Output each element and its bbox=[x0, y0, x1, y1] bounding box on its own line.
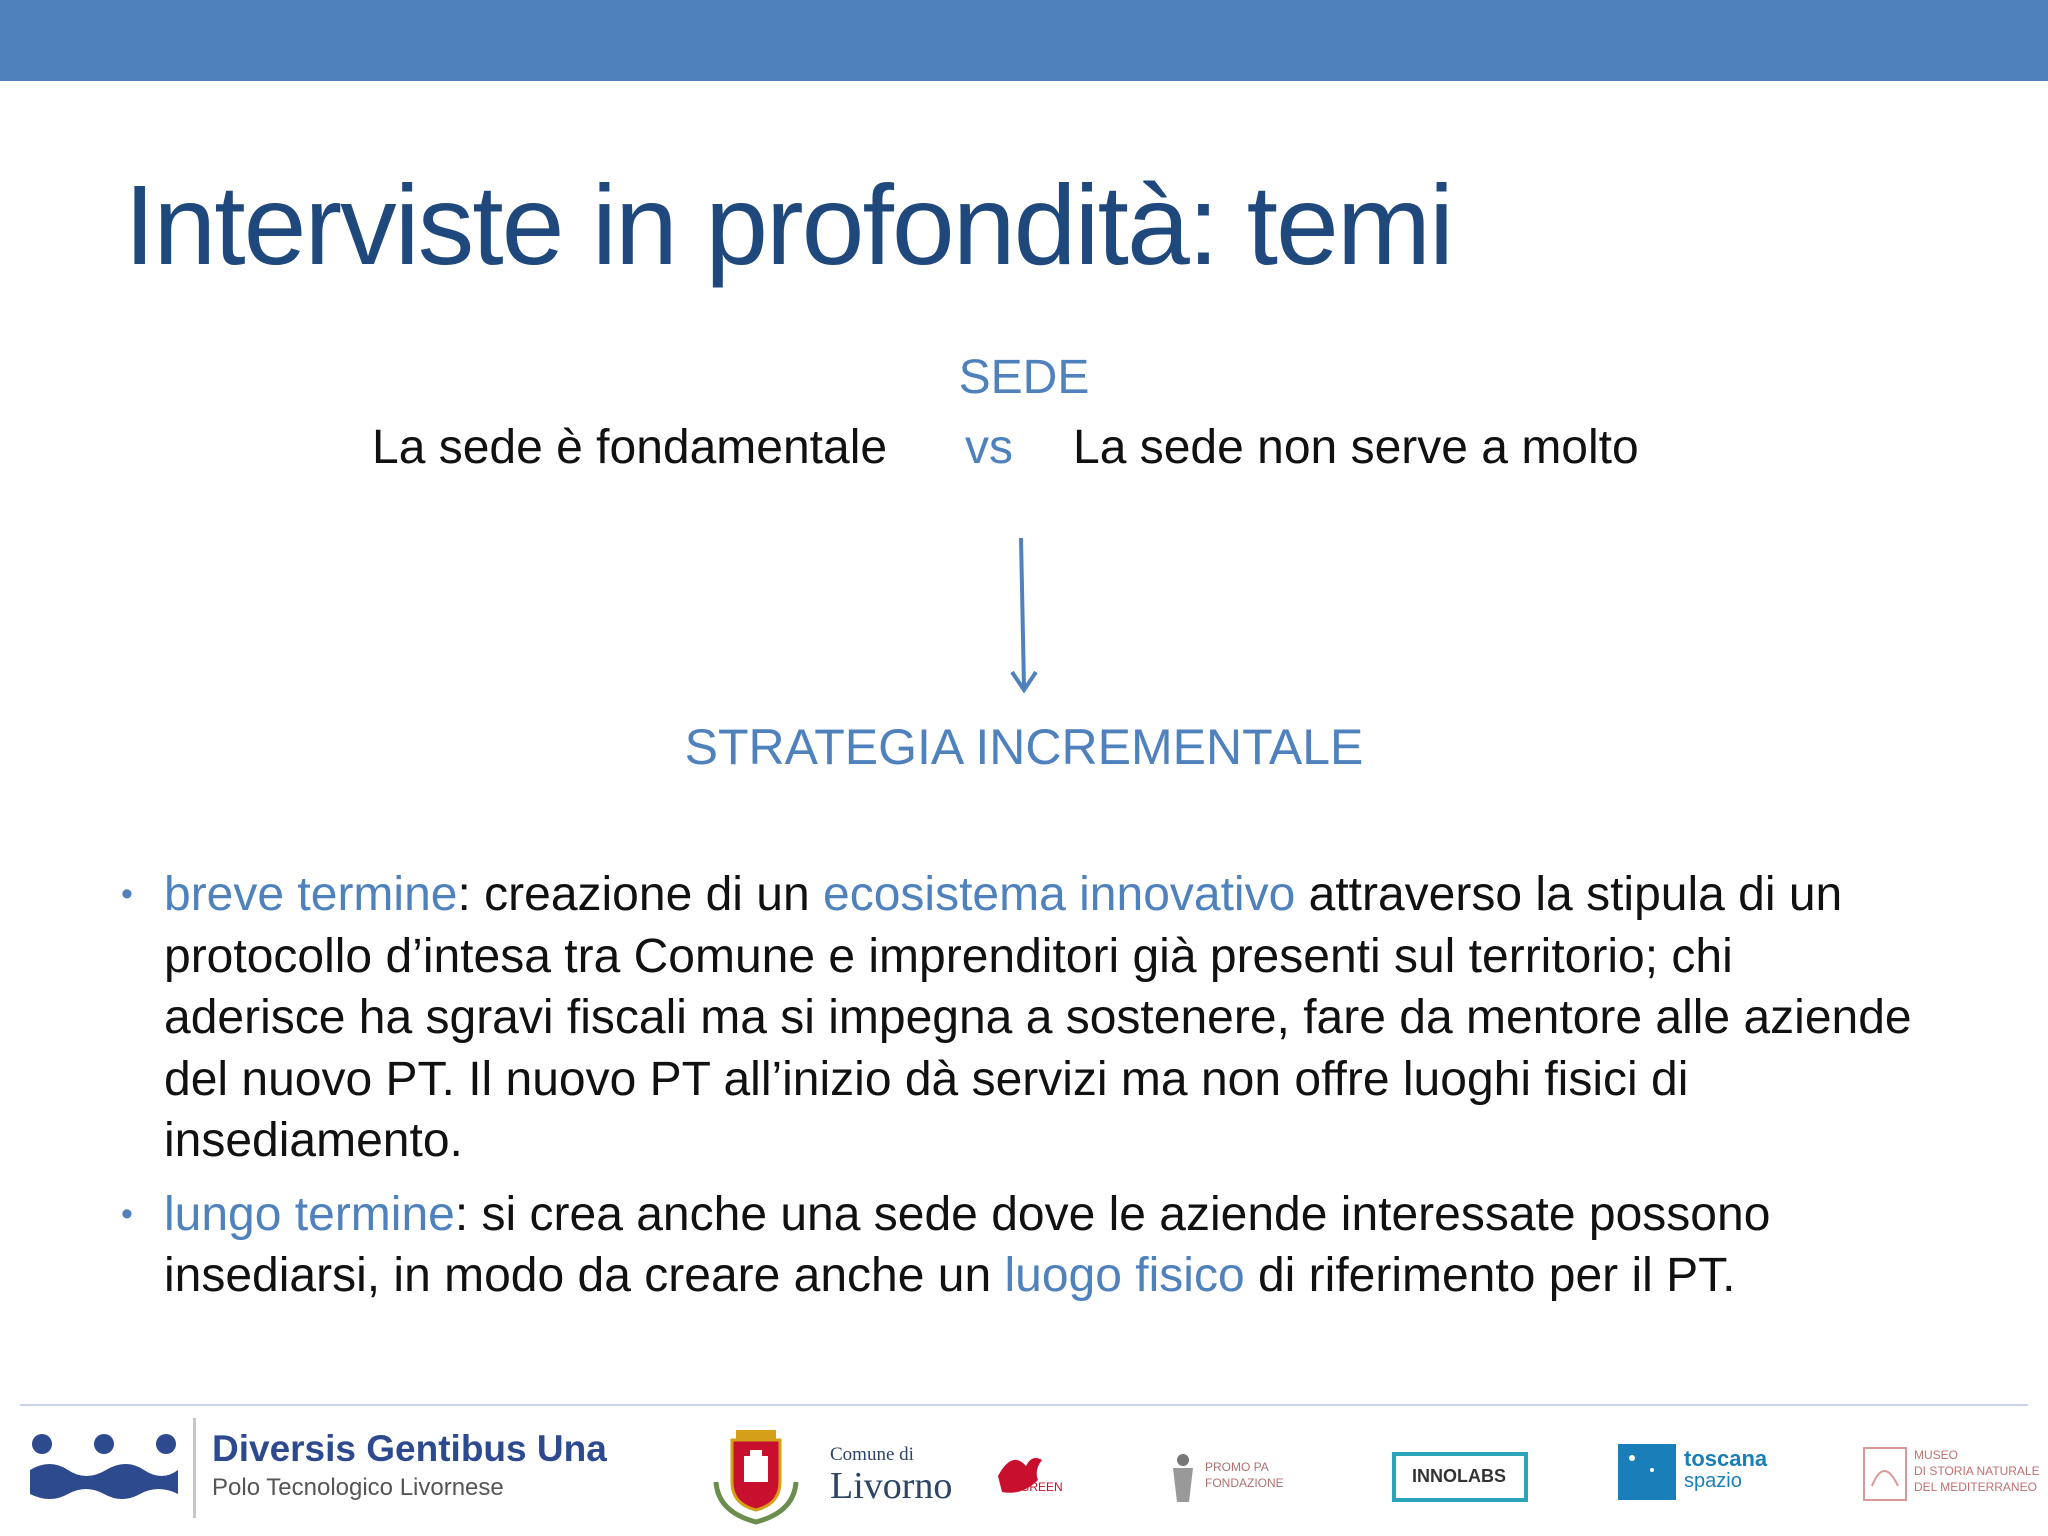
strategy-label: STRATEGIA INCREMENTALE bbox=[684, 719, 1364, 775]
innolabs-logo bbox=[1392, 1452, 1528, 1502]
promo-pa-logo bbox=[1165, 1452, 1284, 1509]
livorno-coat-of-arms-icon bbox=[708, 1422, 804, 1526]
footer-logos bbox=[0, 1406, 2048, 1536]
museo-logo bbox=[1862, 1446, 2040, 1507]
dgu-subtitle: Polo Tecnologico Livornese bbox=[212, 1474, 504, 1501]
promo-text-2: FONDAZIONE bbox=[1205, 1476, 1284, 1490]
bullet-list bbox=[121, 864, 1924, 1319]
museo-text-3: DEL MEDITERRANEO bbox=[1914, 1480, 2037, 1494]
promo-figure-icon bbox=[1165, 1452, 1201, 1504]
bullet-dot-icon: • bbox=[121, 1194, 133, 1233]
bullet-text: di riferimento per il PT. bbox=[1244, 1249, 1736, 1302]
red-bird-icon bbox=[992, 1446, 1072, 1506]
museo-text-2: DI STORIA NATURALE bbox=[1914, 1464, 2040, 1478]
vs-label: vs bbox=[965, 421, 1013, 474]
toscana-square-icon bbox=[1618, 1444, 1676, 1500]
bullet-text: attraverso la stipula di un protocollo d’intesa tra Comune e imprenditori già presenti sul territorio; chi aderisce ha sgravi fiscali ma si impegna a sostenere, fare da mentore alle aziende del nuovo PT. Il nuovo PT all’inizio dà servizi ma non offre luoghi fisici di insediamento. bbox=[164, 868, 1912, 1167]
toscana-text-1: toscana bbox=[1684, 1446, 1768, 1471]
comune-big-text: Livorno bbox=[830, 1465, 953, 1507]
right-position-text: La sede non serve a molto bbox=[1073, 421, 1639, 474]
museo-text-1: MUSEO bbox=[1914, 1448, 1959, 1462]
dgu-logo-icon bbox=[28, 1430, 180, 1512]
down-arrow-icon bbox=[1000, 536, 1050, 696]
toscana-text-2: spazio bbox=[1684, 1470, 1742, 1492]
bullet-long-term bbox=[121, 1184, 1924, 1307]
left-position-text: La sede è fondamentale bbox=[372, 421, 888, 474]
slide-title: Interviste in profondità: temi bbox=[124, 162, 1453, 288]
bullet-dot-icon: • bbox=[121, 875, 133, 913]
topic-label: SEDE bbox=[958, 351, 1090, 404]
museo-emblem-icon bbox=[1862, 1446, 1908, 1502]
red-logo-text: GREEN bbox=[1020, 1480, 1063, 1494]
bullet-text: : creazione di un bbox=[457, 868, 824, 921]
bullet-short-term bbox=[121, 864, 1924, 1172]
dgu-divider bbox=[193, 1418, 196, 1518]
bullet-text: : si crea anche una sede dove le aziende interessate possono insediarsi, in modo da creare anche un bbox=[164, 1187, 1771, 1302]
bullet-highlight: luogo fisico bbox=[1004, 1249, 1245, 1302]
bullet-highlight: ecosistema innovativo bbox=[823, 868, 1296, 921]
toscana-spazio-logo bbox=[1618, 1444, 1768, 1505]
bullet-term: lungo termine bbox=[164, 1187, 455, 1241]
contrast-row bbox=[0, 420, 2048, 484]
top-accent-bar bbox=[0, 0, 2048, 81]
bullet-term: breve termine bbox=[164, 868, 458, 921]
red-logo bbox=[992, 1446, 1072, 1511]
innolabs-text: INNOLABS bbox=[1412, 1466, 1506, 1486]
dgu-name: Diversis Gentibus Una bbox=[212, 1428, 607, 1469]
promo-text-1: PROMO PA bbox=[1205, 1460, 1269, 1474]
comune-small-text: Comune di bbox=[830, 1444, 914, 1465]
